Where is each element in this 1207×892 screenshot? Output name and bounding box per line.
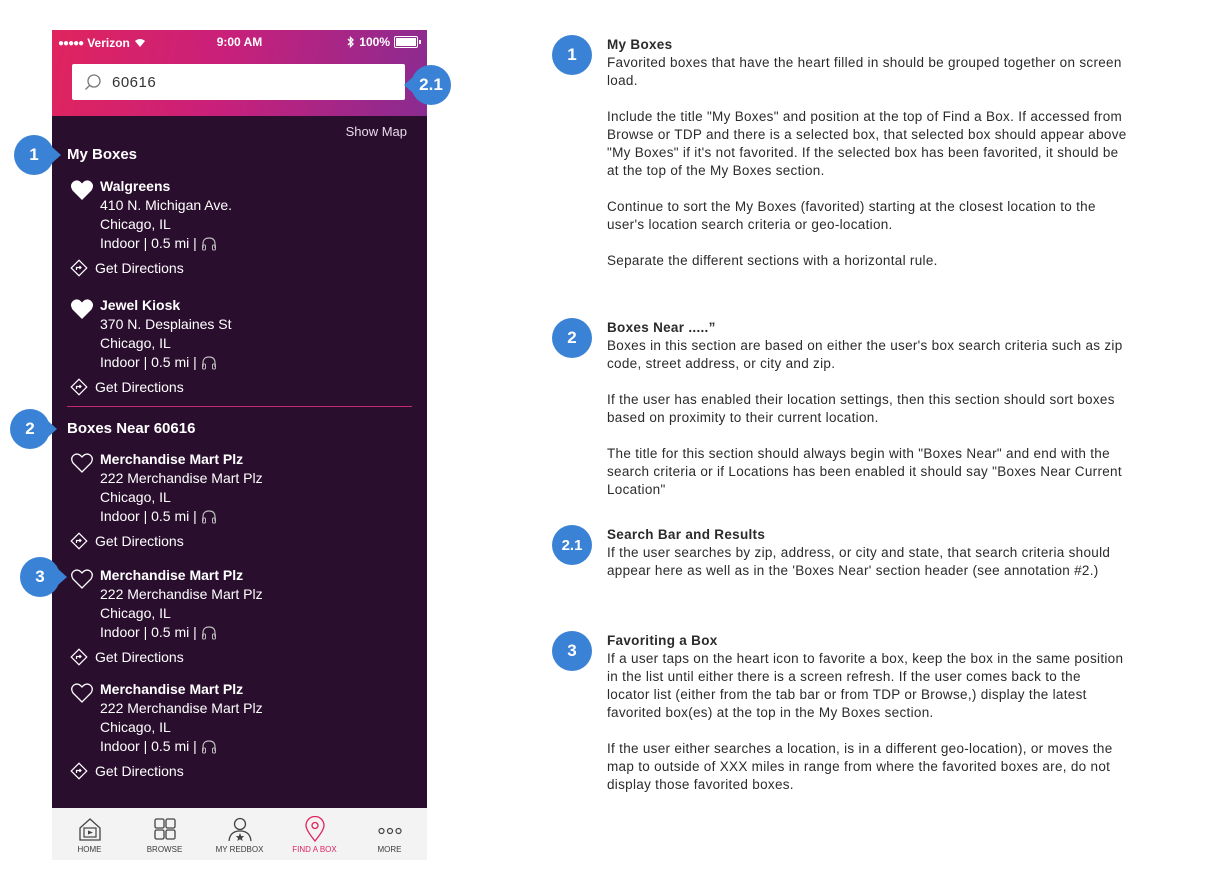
get-directions-link[interactable] xyxy=(95,762,184,780)
battery-percent: 100% xyxy=(359,35,390,49)
note-paragraph: If the user either searches a location, is in a different geo-location), or moves the map to outside of XXX miles in range from where the favorited boxes are, do not display those favorited boxes. xyxy=(607,741,1113,792)
signal-icon: ●●●●● xyxy=(58,37,84,49)
annotation-badge-2-1: 2.1 xyxy=(411,65,451,105)
my-boxes-title: My Boxes xyxy=(67,146,138,163)
note-badge-3: 3 xyxy=(552,631,592,671)
tab-my-redbox[interactable] xyxy=(202,808,277,860)
tab-label: MY REDBOX xyxy=(215,845,264,854)
note-search-bar xyxy=(607,526,1127,580)
box-name: Merchandise Mart Plz xyxy=(100,567,244,583)
note-title: Boxes Near .....” xyxy=(607,320,716,335)
bluetooth-icon xyxy=(347,36,355,48)
note-paragraph: If the user has enabled their location settings, then this section should sort boxes based on proximity to their current location. xyxy=(607,392,1115,425)
get-directions-link[interactable] xyxy=(95,648,184,666)
note-paragraph: Boxes in this section are based on either the user's box search criteria such as zip code, street address, or city and zip. xyxy=(607,338,1123,371)
get-directions-link[interactable] xyxy=(95,378,184,396)
note-paragraph: Continue to sort the My Boxes (favorited) starting at the closest location to the user's location search criteria or geo-location. xyxy=(607,199,1096,232)
tab-home[interactable] xyxy=(52,808,127,860)
note-title: Favoriting a Box xyxy=(607,633,718,648)
box-name: Jewel Kiosk xyxy=(100,297,181,313)
note-boxes-near xyxy=(607,319,1127,499)
note-title: My Boxes xyxy=(607,37,673,52)
tab-label: FIND A BOX xyxy=(292,845,337,854)
headphones-icon xyxy=(201,740,217,754)
box-city: Chicago, IL xyxy=(100,335,171,351)
status-bar xyxy=(52,30,427,54)
annotation-badge-2: 2 xyxy=(10,409,50,449)
home-icon xyxy=(77,816,103,842)
heart-filled-icon[interactable] xyxy=(70,298,94,320)
get-directions-link[interactable] xyxy=(95,532,184,550)
directions-label: Get Directions xyxy=(95,649,184,665)
boxes-near-title: Boxes Near 60616 xyxy=(67,420,196,437)
grid-icon xyxy=(152,816,178,842)
note-title: Search Bar and Results xyxy=(607,527,766,542)
box-city: Chicago, IL xyxy=(100,719,171,735)
tab-label: HOME xyxy=(77,845,102,854)
note-paragraph: Separate the different sections with a horizontal rule. xyxy=(607,253,938,268)
directions-icon xyxy=(70,762,88,780)
more-icon xyxy=(377,816,403,842)
battery-icon xyxy=(394,36,418,48)
search-bar[interactable] xyxy=(72,64,405,100)
directions-icon xyxy=(70,532,88,550)
note-paragraph: The title for this section should always begin with "Boxes Near" and end with the search criteria or if Locations has been enabled it should say "Boxes Near Current Location" xyxy=(607,446,1122,497)
user-star-icon xyxy=(227,816,253,842)
search-icon xyxy=(84,73,102,91)
note-paragraph: If the user searches by zip, address, or city and state, that search criteria should appear here as well as in the 'Boxes Near' section header (see annotation #2.) xyxy=(607,545,1111,578)
box-city: Chicago, IL xyxy=(100,489,171,505)
note-badge-1: 1 xyxy=(552,35,592,75)
box-meta: Indoor | 0.5 mi | xyxy=(100,508,197,524)
carrier: Verizon xyxy=(87,36,130,50)
annotation-badge-3: 3 xyxy=(20,557,60,597)
tab-label: MORE xyxy=(377,845,402,854)
box-meta: Indoor | 0.5 mi | xyxy=(100,738,197,754)
note-paragraph: Favorited boxes that have the heart filled in should be grouped together on screen load. xyxy=(607,55,1122,88)
directions-label: Get Directions xyxy=(95,260,184,276)
box-name: Merchandise Mart Plz xyxy=(100,681,244,697)
tab-browse[interactable] xyxy=(127,808,202,860)
tab-label: BROWSE xyxy=(146,845,183,854)
show-map-link[interactable]: Show Map xyxy=(345,124,407,139)
box-meta: Indoor | 0.5 mi | xyxy=(100,354,197,370)
annotation-badge-1: 1 xyxy=(14,135,54,175)
directions-icon xyxy=(70,378,88,396)
box-address: 222 Merchandise Mart Plz xyxy=(100,700,263,716)
note-badge-2-1: 2.1 xyxy=(552,525,592,565)
search-input[interactable] xyxy=(110,73,394,92)
heart-outline-icon[interactable] xyxy=(70,452,94,474)
header xyxy=(52,30,427,116)
heart-outline-icon[interactable] xyxy=(70,568,94,590)
directions-icon xyxy=(70,648,88,666)
note-badge-2: 2 xyxy=(552,318,592,358)
directions-label: Get Directions xyxy=(95,533,184,549)
box-meta: Indoor | 0.5 mi | xyxy=(100,235,197,251)
note-paragraph: Include the title "My Boxes" and position at the top of Find a Box. If accessed from Browse or TDP and there is a selected box, that selected box should appear above "My Boxes" if it's not favorited. If the selected box has been favorited, it should be at the top of the My Boxes section. xyxy=(607,109,1127,178)
tab-bar xyxy=(52,808,427,860)
headphones-icon xyxy=(201,356,217,370)
box-address: 222 Merchandise Mart Plz xyxy=(100,470,263,486)
phone-screen xyxy=(52,30,427,860)
get-directions-link[interactable] xyxy=(95,259,184,277)
directions-label: Get Directions xyxy=(95,763,184,779)
box-city: Chicago, IL xyxy=(100,605,171,621)
location-pin-icon xyxy=(302,816,328,842)
heart-outline-icon[interactable] xyxy=(70,682,94,704)
tab-find-a-box[interactable] xyxy=(277,808,352,860)
note-paragraph: If a user taps on the heart icon to favorite a box, keep the box in the same position in the list until either there is a screen refresh. If the user comes back to the locator list (either from the tab bar or from TDP or Browse,) display the latest favorited box(es) at the top in the My Boxes section. xyxy=(607,651,1124,720)
heart-filled-icon[interactable] xyxy=(70,179,94,201)
directions-label: Get Directions xyxy=(95,379,184,395)
headphones-icon xyxy=(201,626,217,640)
note-my-boxes xyxy=(607,36,1127,270)
box-address: 222 Merchandise Mart Plz xyxy=(100,586,263,602)
tab-more[interactable] xyxy=(352,808,427,860)
directions-icon xyxy=(70,259,88,277)
box-meta: Indoor | 0.5 mi | xyxy=(100,624,197,640)
note-favoriting xyxy=(607,632,1127,794)
box-address: 370 N. Desplaines St xyxy=(100,316,232,332)
box-name: Merchandise Mart Plz xyxy=(100,451,244,467)
headphones-icon xyxy=(201,237,217,251)
section-divider xyxy=(67,406,412,407)
box-name: Walgreens xyxy=(100,178,171,194)
box-city: Chicago, IL xyxy=(100,216,171,232)
clock: 9:00 AM xyxy=(216,35,263,49)
headphones-icon xyxy=(201,510,217,524)
box-address: 410 N. Michigan Ave. xyxy=(100,197,233,213)
